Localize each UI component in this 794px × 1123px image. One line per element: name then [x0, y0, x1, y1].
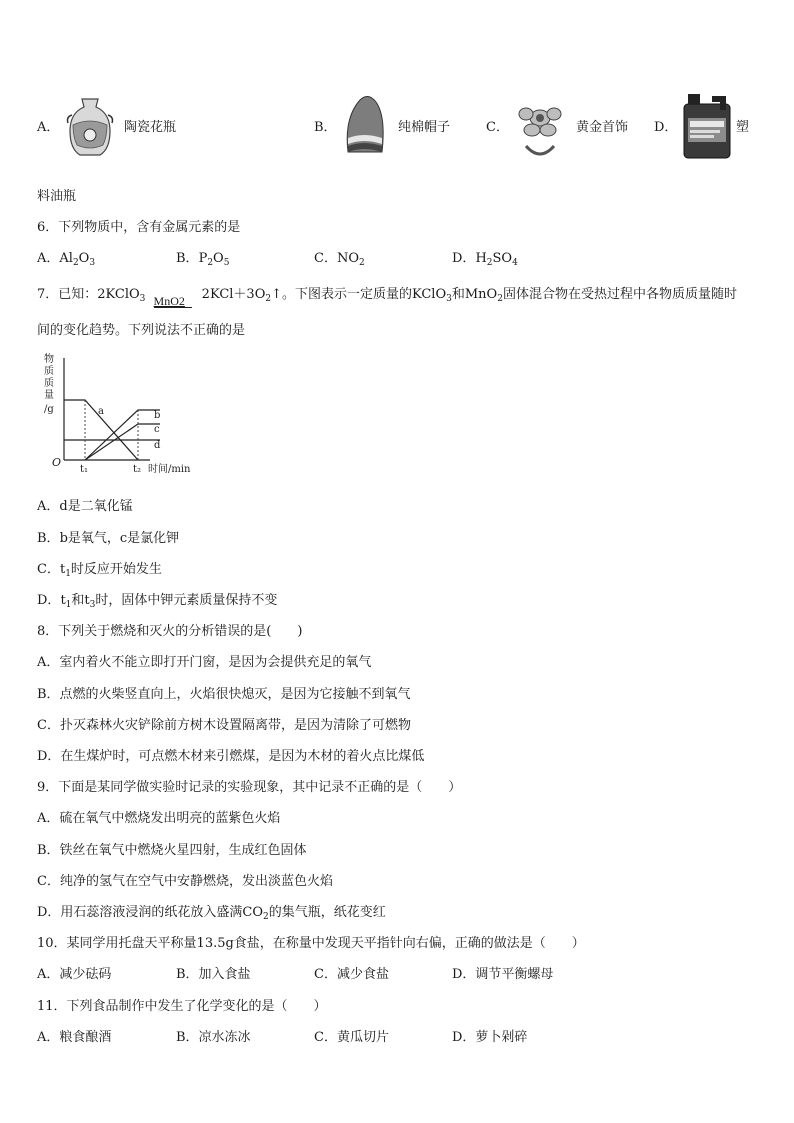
catalyst-label: MnO2: [153, 294, 185, 308]
q8-option-b: B．点燃的火柴竖直向上，火焰很快熄灭，是因为它接触不到氧气: [37, 687, 411, 702]
q11-option-d: D．萝卜剁碎: [452, 1030, 528, 1045]
q8-option-a: A．室内着火不能立即打开门窗，是因为会提供充足的氧气: [37, 655, 372, 670]
curve-label-a: a: [98, 406, 104, 417]
question-6-stem: 6．下列物质中，含有金属元素的是: [37, 220, 241, 235]
graph-ylabel-1: 物: [44, 354, 54, 365]
option-text: 陶瓷花瓶: [124, 120, 177, 135]
graph-t1-label: t₁: [80, 464, 89, 475]
graph-origin: O: [52, 456, 62, 469]
q7-option-a: A．d是二氧化锰: [37, 499, 133, 514]
q8-option-c: C．扑灭森林火灾铲除前方树木设置隔离带，是因为清除了可燃物: [37, 718, 411, 733]
q6-option-a: A．$Al_2O_3$: [37, 251, 96, 268]
question-11-stem: 11．下列食品制作中发生了化学变化的是（ ）: [37, 999, 327, 1014]
q9-option-a: A．硫在氧气中燃烧发出明亮的蓝紫色火焰: [37, 811, 281, 826]
q8-option-d: D．在生煤炉时，可点燃木材来引燃煤，是因为木材的着火点比煤低: [37, 749, 425, 764]
q10-option-b: B．加入食盐: [176, 967, 251, 982]
question-7-stem: 7．已知：2KClO$_3$ MnO2 $2KCl+3O_2↑$。下图表示一定质量的KClO$_3$和MnO$_2$固体混合物在受热过程中各物质质量随时: [37, 287, 737, 308]
q7-option-d: D．$t_1$和$t_3$时，固体中钾元素质量保持不变: [37, 593, 278, 610]
curve-label-c: c: [154, 424, 160, 435]
curve-label-d: d: [154, 440, 161, 451]
q6-option-d: D．$H_2SO_4$: [452, 251, 518, 268]
graph-ylabel-4: 量: [44, 390, 54, 401]
q7-option-c: C．$t_1$时反应开始发生: [37, 562, 162, 579]
q6-option-b: B．$P_2O_5$: [176, 251, 230, 268]
q10-option-a: A．减少砝码: [37, 967, 112, 982]
graph-ylabel-3: 质: [44, 378, 54, 389]
gold-jewelry-icon: [510, 96, 570, 166]
plastic-oil-bottle-icon: [682, 92, 734, 160]
q10-option-d: D．调节平衡螺母: [452, 967, 554, 982]
q9-option-c: C．纯净的氢气在空气中安静燃烧，发出淡蓝色火焰: [37, 874, 333, 889]
option-text: 塑: [736, 120, 750, 135]
question-9-stem: 9．下面是某同学做实验时记录的实验现象，其中记录不正确的是（ ）: [37, 780, 462, 795]
cotton-hat-icon: [342, 92, 386, 162]
option-letter: A．: [37, 120, 60, 135]
question-8-stem: 8．下列关于燃烧和灭火的分析错误的是( ): [37, 624, 303, 639]
option-letter: C．: [486, 120, 509, 135]
option-text: 黄金首饰: [576, 120, 629, 135]
q6-option-c: C．$NO_2$: [314, 251, 365, 268]
q11-option-c: C．黄瓜切片: [314, 1030, 389, 1045]
graph-t2-label: t₂: [133, 464, 142, 475]
option-letter: D．: [654, 120, 678, 135]
ceramic-vase-icon: [64, 95, 116, 161]
q9-option-b: B．铁丝在氧气中燃烧火星四射，生成红色固体: [37, 843, 307, 858]
option-letter: B．: [314, 120, 337, 135]
question-7-stem-line2: 间的变化趋势。下列说法不正确的是: [37, 323, 246, 338]
q5-wrap-text: 料油瓶: [37, 189, 77, 204]
graph-ylabel-5: /g: [44, 404, 54, 415]
question-10-stem: 10．某同学用托盘天平称量13.5g食盐，在称量中发现天平指针向右偏，正确的做法是（ ）: [37, 936, 585, 951]
mass-time-graph: [40, 352, 210, 480]
curve-label-b: b: [154, 410, 161, 421]
q11-option-b: B．凉水冻冰: [176, 1030, 251, 1045]
q7-option-b: B．b是氧气，c是氯化钾: [37, 531, 180, 546]
q10-option-c: C．减少食盐: [314, 967, 389, 982]
q9-option-d: D．用石蕊溶液浸润的纸花放入盛满$CO_2$的集气瓶，纸花变红: [37, 905, 386, 922]
graph-ylabel-2: 质: [44, 366, 54, 377]
option-text: 纯棉帽子: [398, 120, 451, 135]
graph-xlabel: 时间/min: [148, 464, 191, 475]
q11-option-a: A．粮食酿酒: [37, 1030, 112, 1045]
